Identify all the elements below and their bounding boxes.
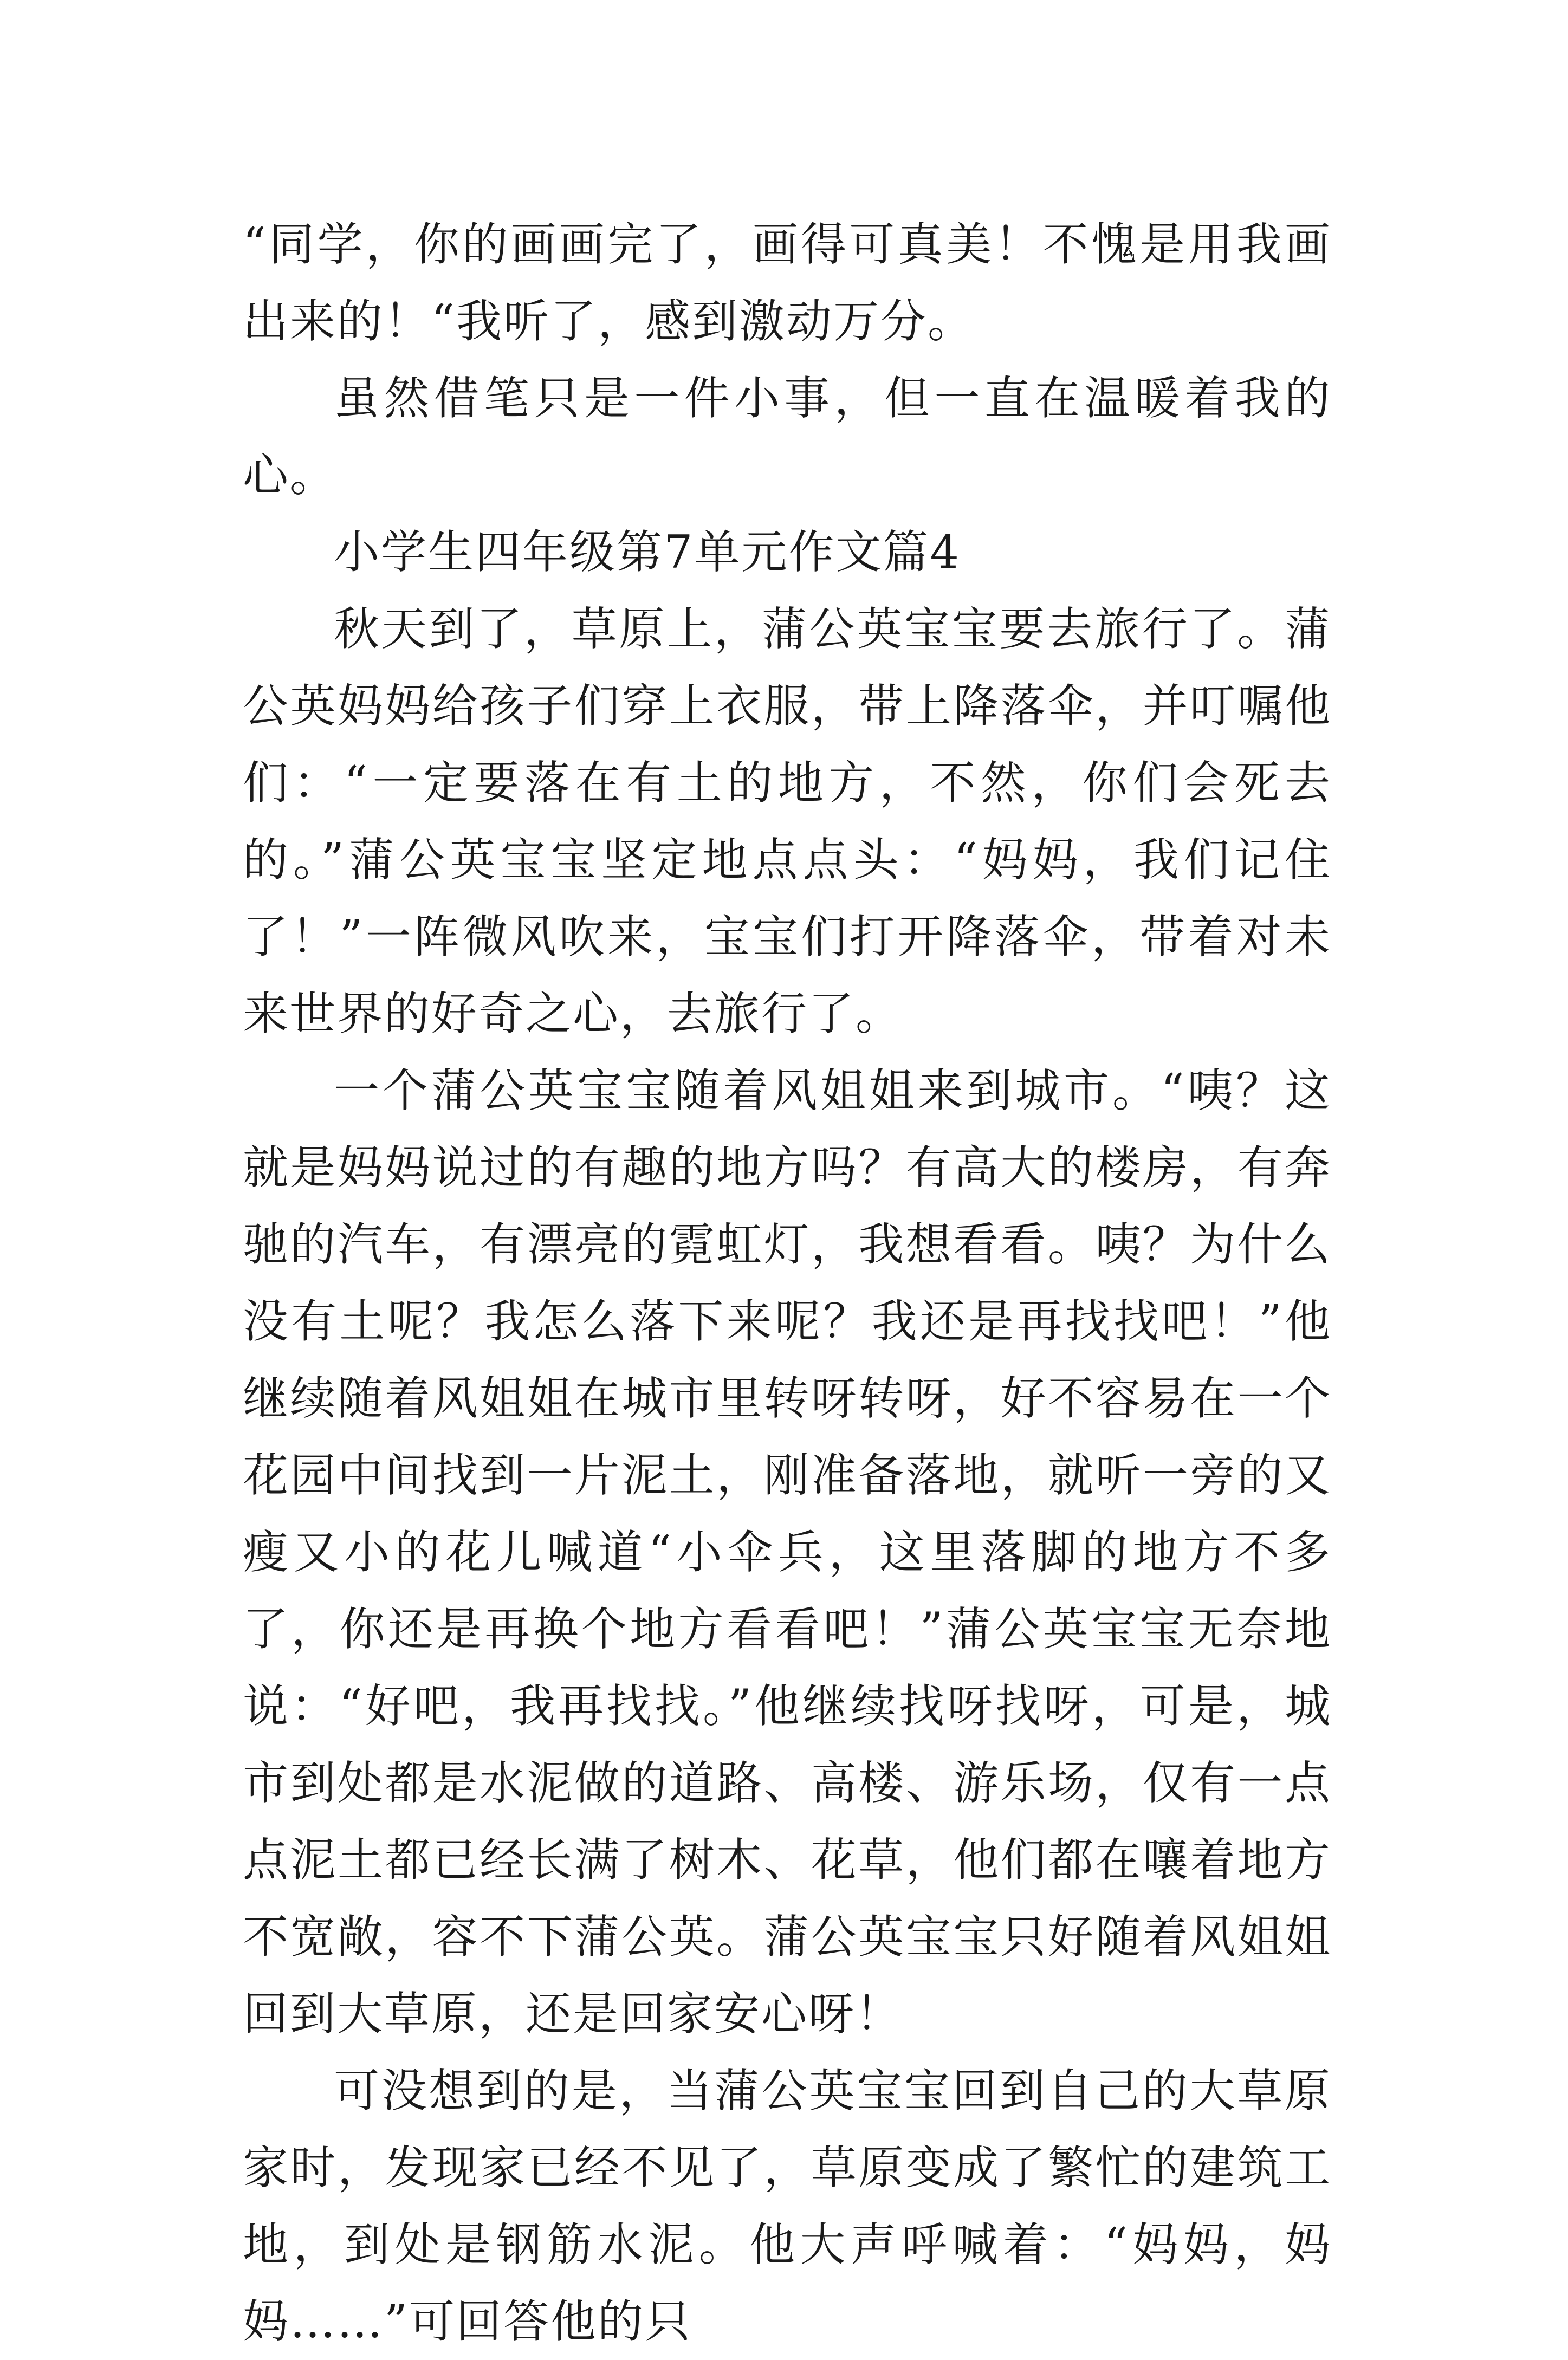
paragraph-1: “同学，你的画画完了，画得可真美！不愧是用我画出来的！“我听了，感到激动万分。 xyxy=(243,218,1332,348)
paragraph-5: 可没想到的是，当蒲公英宝宝回到自己的大草原家时，发现家已经不见了，草原变成了繁忙的建筑工地，到处是钢筋水泥。他大声呼喊着：“妈妈，妈妈……”可回答他的只 xyxy=(243,2064,1332,2348)
paragraph-2: 虽然借笔只是一件小事，但一直在温暖着我的心。 xyxy=(243,372,1332,502)
section-heading: 小学生四年级第7单元作文篇4 xyxy=(334,526,961,579)
paragraph-4: 一个蒲公英宝宝随着风姐姐来到城市。“咦？这就是妈妈说过的有趣的地方吗？有高大的楼房，有奔驰的汽车，有漂亮的霓虹灯，我想看看。咦？为什么没有土呢？我怎么落下来呢？我还是再找找吧！”他继续随着风姐姐在城市里转呀转呀，好不容易在一个花园中间找到一片泥土，刚准备落地，就听一旁的又瘦又小的花儿喊道“小伞兵，这里落脚的地方不多了，你还是再换个地方看看吧！”蒲公英宝宝无奈地说：“好吧，我再找找。”他继续找呀找呀，可是，城市到处都是水泥做的道路、高楼、游乐场，仅有一点点泥土都已经长满了树木、花草，他们都在嚷着地方不宽敞，容不下蒲公英。蒲公英宝宝只好随着风姐姐回到大草原，还是回家安心呀！ xyxy=(243,1064,1332,2040)
paragraph-3: 秋天到了，草原上，蒲公英宝宝要去旅行了。蒲公英妈妈给孩子们穿上衣服，带上降落伞，并叮嘱他们：“一定要落在有土的地方，不然，你们会死去的。”蒲公英宝宝坚定地点点头：“妈妈，我们记住了！”一阵微风吹来，宝宝们打开降落伞，带着对未来世界的好奇之心，去旅行了。 xyxy=(243,602,1332,1040)
document-body xyxy=(243,206,1332,2360)
